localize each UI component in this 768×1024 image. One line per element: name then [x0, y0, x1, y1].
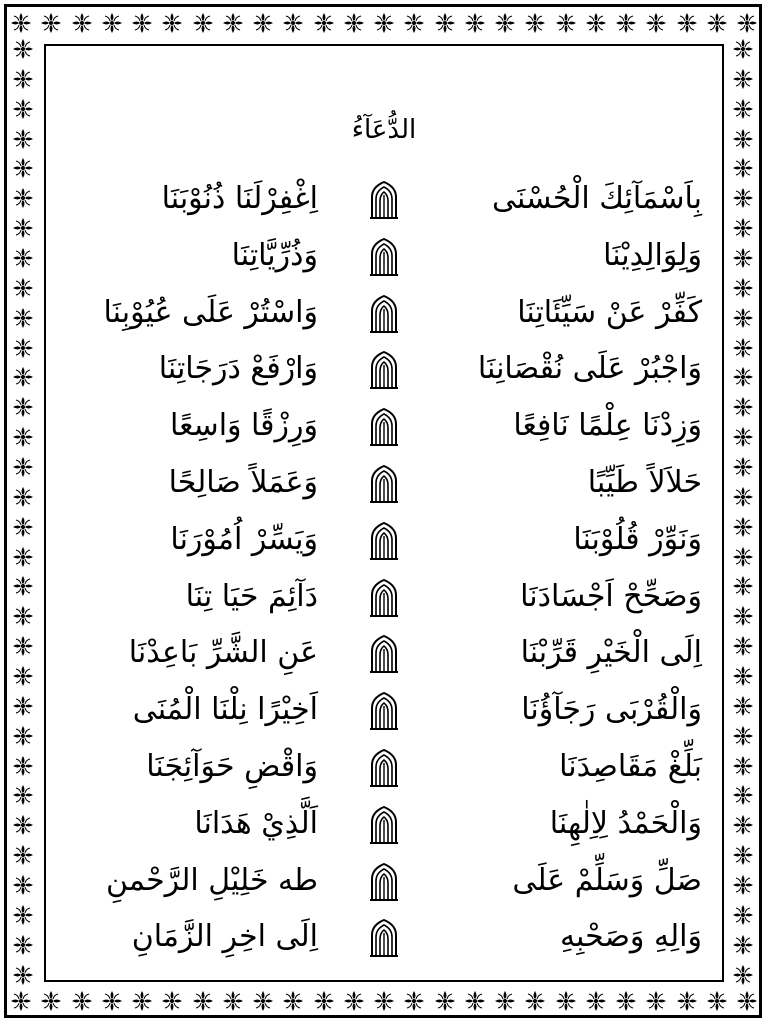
fleur-ornament-icon	[12, 874, 34, 896]
fleur-ornament-icon	[403, 990, 425, 1012]
fleur-ornament-icon	[12, 516, 34, 538]
verse-row	[60, 913, 710, 970]
fleur-ornament-icon	[676, 12, 698, 34]
fleur-ornament-icon	[12, 784, 34, 806]
fleur-ornament-icon	[12, 695, 34, 717]
fleur-ornament-icon	[494, 990, 516, 1012]
verse-row	[60, 800, 710, 857]
fleur-ornament-icon	[736, 12, 758, 34]
fleur-ornament-icon	[732, 755, 754, 777]
fleur-ornament-icon	[131, 12, 153, 34]
fleur-ornament-icon	[12, 844, 34, 866]
arch-ornament-icon	[370, 692, 398, 730]
verse-row	[60, 232, 710, 289]
fleur-ornament-icon	[71, 990, 93, 1012]
fleur-ornament-icon	[12, 486, 34, 508]
fleur-ornament-icon	[615, 990, 637, 1012]
fleur-ornament-icon	[732, 844, 754, 866]
fleur-ornament-icon	[192, 990, 214, 1012]
fleur-ornament-icon	[732, 456, 754, 478]
verse-first-half: وَالِهِ وَصَحْبِهِ	[559, 919, 702, 955]
fleur-ornament-icon	[732, 904, 754, 926]
arch-ornament-icon	[370, 522, 398, 560]
verse-row	[60, 857, 710, 914]
fleur-ornament-icon	[464, 990, 486, 1012]
verse-first-half: وَصَحِّحْ اَجْسَادَنَا	[520, 578, 702, 614]
fleur-ornament-icon	[12, 247, 34, 269]
arch-ornament-icon	[370, 351, 398, 389]
fleur-ornament-icon	[12, 426, 34, 448]
verse-second-half: طه خَلِيْلِ الرَّحْمنِ	[105, 862, 318, 898]
border-top	[10, 8, 758, 38]
fleur-ornament-icon	[434, 990, 456, 1012]
fleur-ornament-icon	[12, 665, 34, 687]
fleur-ornament-icon	[732, 98, 754, 120]
fleur-ornament-icon	[12, 68, 34, 90]
verse-second-half: اِغْفِرْلَنَا ذُنُوْبَنَا	[161, 181, 318, 216]
arch-ornament-icon	[370, 806, 398, 844]
fleur-ornament-icon	[732, 725, 754, 747]
fleur-ornament-icon	[161, 990, 183, 1012]
fleur-ornament-icon	[192, 12, 214, 34]
fleur-ornament-icon	[732, 486, 754, 508]
fleur-ornament-icon	[12, 755, 34, 777]
fleur-ornament-icon	[585, 12, 607, 34]
verse-second-half: دَآئِمَ حَيَا تِنَا	[185, 578, 318, 614]
fleur-ornament-icon	[615, 12, 637, 34]
verse-second-half: اِلَى اخِرِ الزَّمَانِ	[131, 919, 318, 955]
fleur-ornament-icon	[732, 934, 754, 956]
arch-ornament-icon	[370, 863, 398, 901]
fleur-ornament-icon	[40, 990, 62, 1012]
fleur-ornament-icon	[313, 12, 335, 34]
verse-second-half: وَذُرِّيَّاتِنَا	[231, 237, 318, 273]
fleur-ornament-icon	[555, 990, 577, 1012]
page-title: الدُّعَآءُ	[351, 115, 417, 145]
verse-row	[60, 459, 710, 516]
fleur-ornament-icon	[732, 68, 754, 90]
fleur-ornament-icon	[732, 784, 754, 806]
verse-row	[60, 516, 710, 573]
fleur-ornament-icon	[12, 98, 34, 120]
fleur-ornament-icon	[12, 934, 34, 956]
verse-second-half: وَرِزْقًا وَاسِعًا	[169, 408, 318, 444]
verse-first-half: وَاجْبُرْ عَلَى نُقْصَانِنَا	[477, 351, 702, 387]
fleur-ornament-icon	[732, 575, 754, 597]
fleur-ornament-icon	[403, 12, 425, 34]
fleur-ornament-icon	[732, 874, 754, 896]
fleur-ornament-icon	[732, 307, 754, 329]
fleur-ornament-icon	[12, 904, 34, 926]
fleur-ornament-icon	[464, 12, 486, 34]
fleur-ornament-icon	[494, 12, 516, 34]
fleur-ornament-icon	[12, 157, 34, 179]
verse-row	[60, 345, 710, 402]
verse-second-half: اَخِيْرًا نِلْنَا الْمُنَى	[132, 692, 318, 728]
arch-ornament-icon	[370, 749, 398, 787]
fleur-ornament-icon	[12, 546, 34, 568]
fleur-ornament-icon	[732, 247, 754, 269]
fleur-ornament-icon	[12, 38, 34, 60]
fleur-ornament-icon	[12, 128, 34, 150]
fleur-ornament-icon	[282, 12, 304, 34]
verse-first-half: صَلِّ وَسَلِّمْ عَلَى	[512, 862, 702, 898]
verse-second-half: اَلَّذِيْ هَدَانَا	[194, 805, 318, 841]
fleur-ornament-icon	[676, 990, 698, 1012]
fleur-ornament-icon	[732, 277, 754, 299]
verse-row	[60, 743, 710, 800]
fleur-ornament-icon	[706, 990, 728, 1012]
fleur-ornament-icon	[12, 307, 34, 329]
fleur-ornament-icon	[732, 157, 754, 179]
fleur-ornament-icon	[12, 814, 34, 836]
fleur-ornament-icon	[12, 217, 34, 239]
verse-second-half: وَاسْتُرْ عَلَى عُيُوْبِنَا	[103, 294, 318, 330]
fleur-ornament-icon	[12, 964, 34, 986]
fleur-ornament-icon	[12, 366, 34, 388]
fleur-ornament-icon	[732, 695, 754, 717]
verse-first-half: وَالْقُرْبَى رَجَآؤُنَا	[521, 692, 702, 728]
fleur-ornament-icon	[585, 990, 607, 1012]
fleur-ornament-icon	[40, 12, 62, 34]
fleur-ornament-icon	[736, 990, 758, 1012]
verse-first-half: كَفِّرْ عَنْ سَيِّئَاتِنَا	[517, 294, 702, 330]
verse-row	[60, 686, 710, 743]
fleur-ornament-icon	[252, 12, 274, 34]
fleur-ornament-icon	[732, 814, 754, 836]
verse-first-half: حَلاَلاً طَيِّبًا	[587, 464, 702, 500]
fleur-ornament-icon	[732, 366, 754, 388]
fleur-ornament-icon	[12, 635, 34, 657]
fleur-ornament-icon	[555, 12, 577, 34]
fleur-ornament-icon	[343, 990, 365, 1012]
fleur-ornament-icon	[645, 12, 667, 34]
verse-second-half: وَاقْضِ حَوَآئِجَنَا	[146, 748, 318, 784]
border-left	[8, 38, 38, 986]
fleur-ornament-icon	[732, 128, 754, 150]
arch-ornament-icon	[370, 919, 398, 957]
verse-list	[60, 175, 710, 970]
fleur-ornament-icon	[524, 990, 546, 1012]
verse-row	[60, 629, 710, 686]
fleur-ornament-icon	[645, 990, 667, 1012]
fleur-ornament-icon	[12, 725, 34, 747]
fleur-ornament-icon	[732, 665, 754, 687]
fleur-ornament-icon	[71, 12, 93, 34]
verse-row	[60, 289, 710, 346]
fleur-ornament-icon	[282, 990, 304, 1012]
fleur-ornament-icon	[732, 605, 754, 627]
fleur-ornament-icon	[222, 12, 244, 34]
fleur-ornament-icon	[434, 12, 456, 34]
fleur-ornament-icon	[10, 990, 32, 1012]
fleur-ornament-icon	[12, 605, 34, 627]
fleur-ornament-icon	[732, 38, 754, 60]
arch-ornament-icon	[370, 465, 398, 503]
fleur-ornament-icon	[12, 277, 34, 299]
fleur-ornament-icon	[524, 12, 546, 34]
fleur-ornament-icon	[12, 396, 34, 418]
verse-first-half: وَالْحَمْدُ لِاِلٰهِنَا	[549, 805, 702, 841]
verse-second-half: وَيَسِّرْ اُمُوْرَنَا	[170, 521, 318, 557]
fleur-ornament-icon	[373, 990, 395, 1012]
fleur-ornament-icon	[12, 456, 34, 478]
fleur-ornament-icon	[131, 990, 153, 1012]
arch-ornament-icon	[370, 181, 398, 219]
fleur-ornament-icon	[732, 516, 754, 538]
fleur-ornament-icon	[161, 12, 183, 34]
fleur-ornament-icon	[732, 337, 754, 359]
arch-ornament-icon	[370, 635, 398, 673]
fleur-ornament-icon	[10, 12, 32, 34]
fleur-ornament-icon	[12, 337, 34, 359]
arch-ornament-icon	[370, 238, 398, 276]
fleur-ornament-icon	[732, 964, 754, 986]
arch-ornament-icon	[370, 295, 398, 333]
arch-ornament-icon	[370, 408, 398, 446]
verse-first-half: وَنَوِّرْ قُلُوْبَنَا	[573, 521, 702, 557]
fleur-ornament-icon	[313, 990, 335, 1012]
border-bottom	[10, 986, 758, 1016]
border-right	[728, 38, 758, 986]
verse-row	[60, 573, 710, 630]
verse-first-half: اِلَى الْخَيْرِ قَرِّبْنَا	[520, 635, 702, 671]
verse-first-half: وَزِدْنَا عِلْمًا نَافِعًا	[513, 408, 702, 444]
verse-second-half: وَعَمَلاً صَالِحًا	[168, 464, 318, 500]
fleur-ornament-icon	[101, 990, 123, 1012]
fleur-ornament-icon	[12, 575, 34, 597]
fleur-ornament-icon	[732, 426, 754, 448]
fleur-ornament-icon	[732, 217, 754, 239]
fleur-ornament-icon	[252, 990, 274, 1012]
fleur-ornament-icon	[373, 12, 395, 34]
fleur-ornament-icon	[732, 187, 754, 209]
fleur-ornament-icon	[732, 635, 754, 657]
verse-second-half: وَارْفَعْ دَرَجَاتِنَا	[158, 351, 318, 387]
fleur-ornament-icon	[706, 12, 728, 34]
fleur-ornament-icon	[732, 396, 754, 418]
fleur-ornament-icon	[732, 546, 754, 568]
fleur-ornament-icon	[222, 990, 244, 1012]
fleur-ornament-icon	[12, 187, 34, 209]
verse-second-half: عَنِ الشَّرِّ بَاعِدْنَا	[128, 635, 318, 671]
fleur-ornament-icon	[101, 12, 123, 34]
verse-first-half: وَلِوَالِدِيْنَا	[603, 237, 702, 273]
arch-ornament-icon	[370, 579, 398, 617]
verse-first-half: بَلِّغْ مَقَاصِدَنَا	[559, 748, 702, 784]
fleur-ornament-icon	[343, 12, 365, 34]
verse-first-half: بِاَسْمَآئِكَ الْحُسْنَى	[492, 181, 702, 216]
verse-row	[60, 175, 710, 232]
verse-row	[60, 402, 710, 459]
